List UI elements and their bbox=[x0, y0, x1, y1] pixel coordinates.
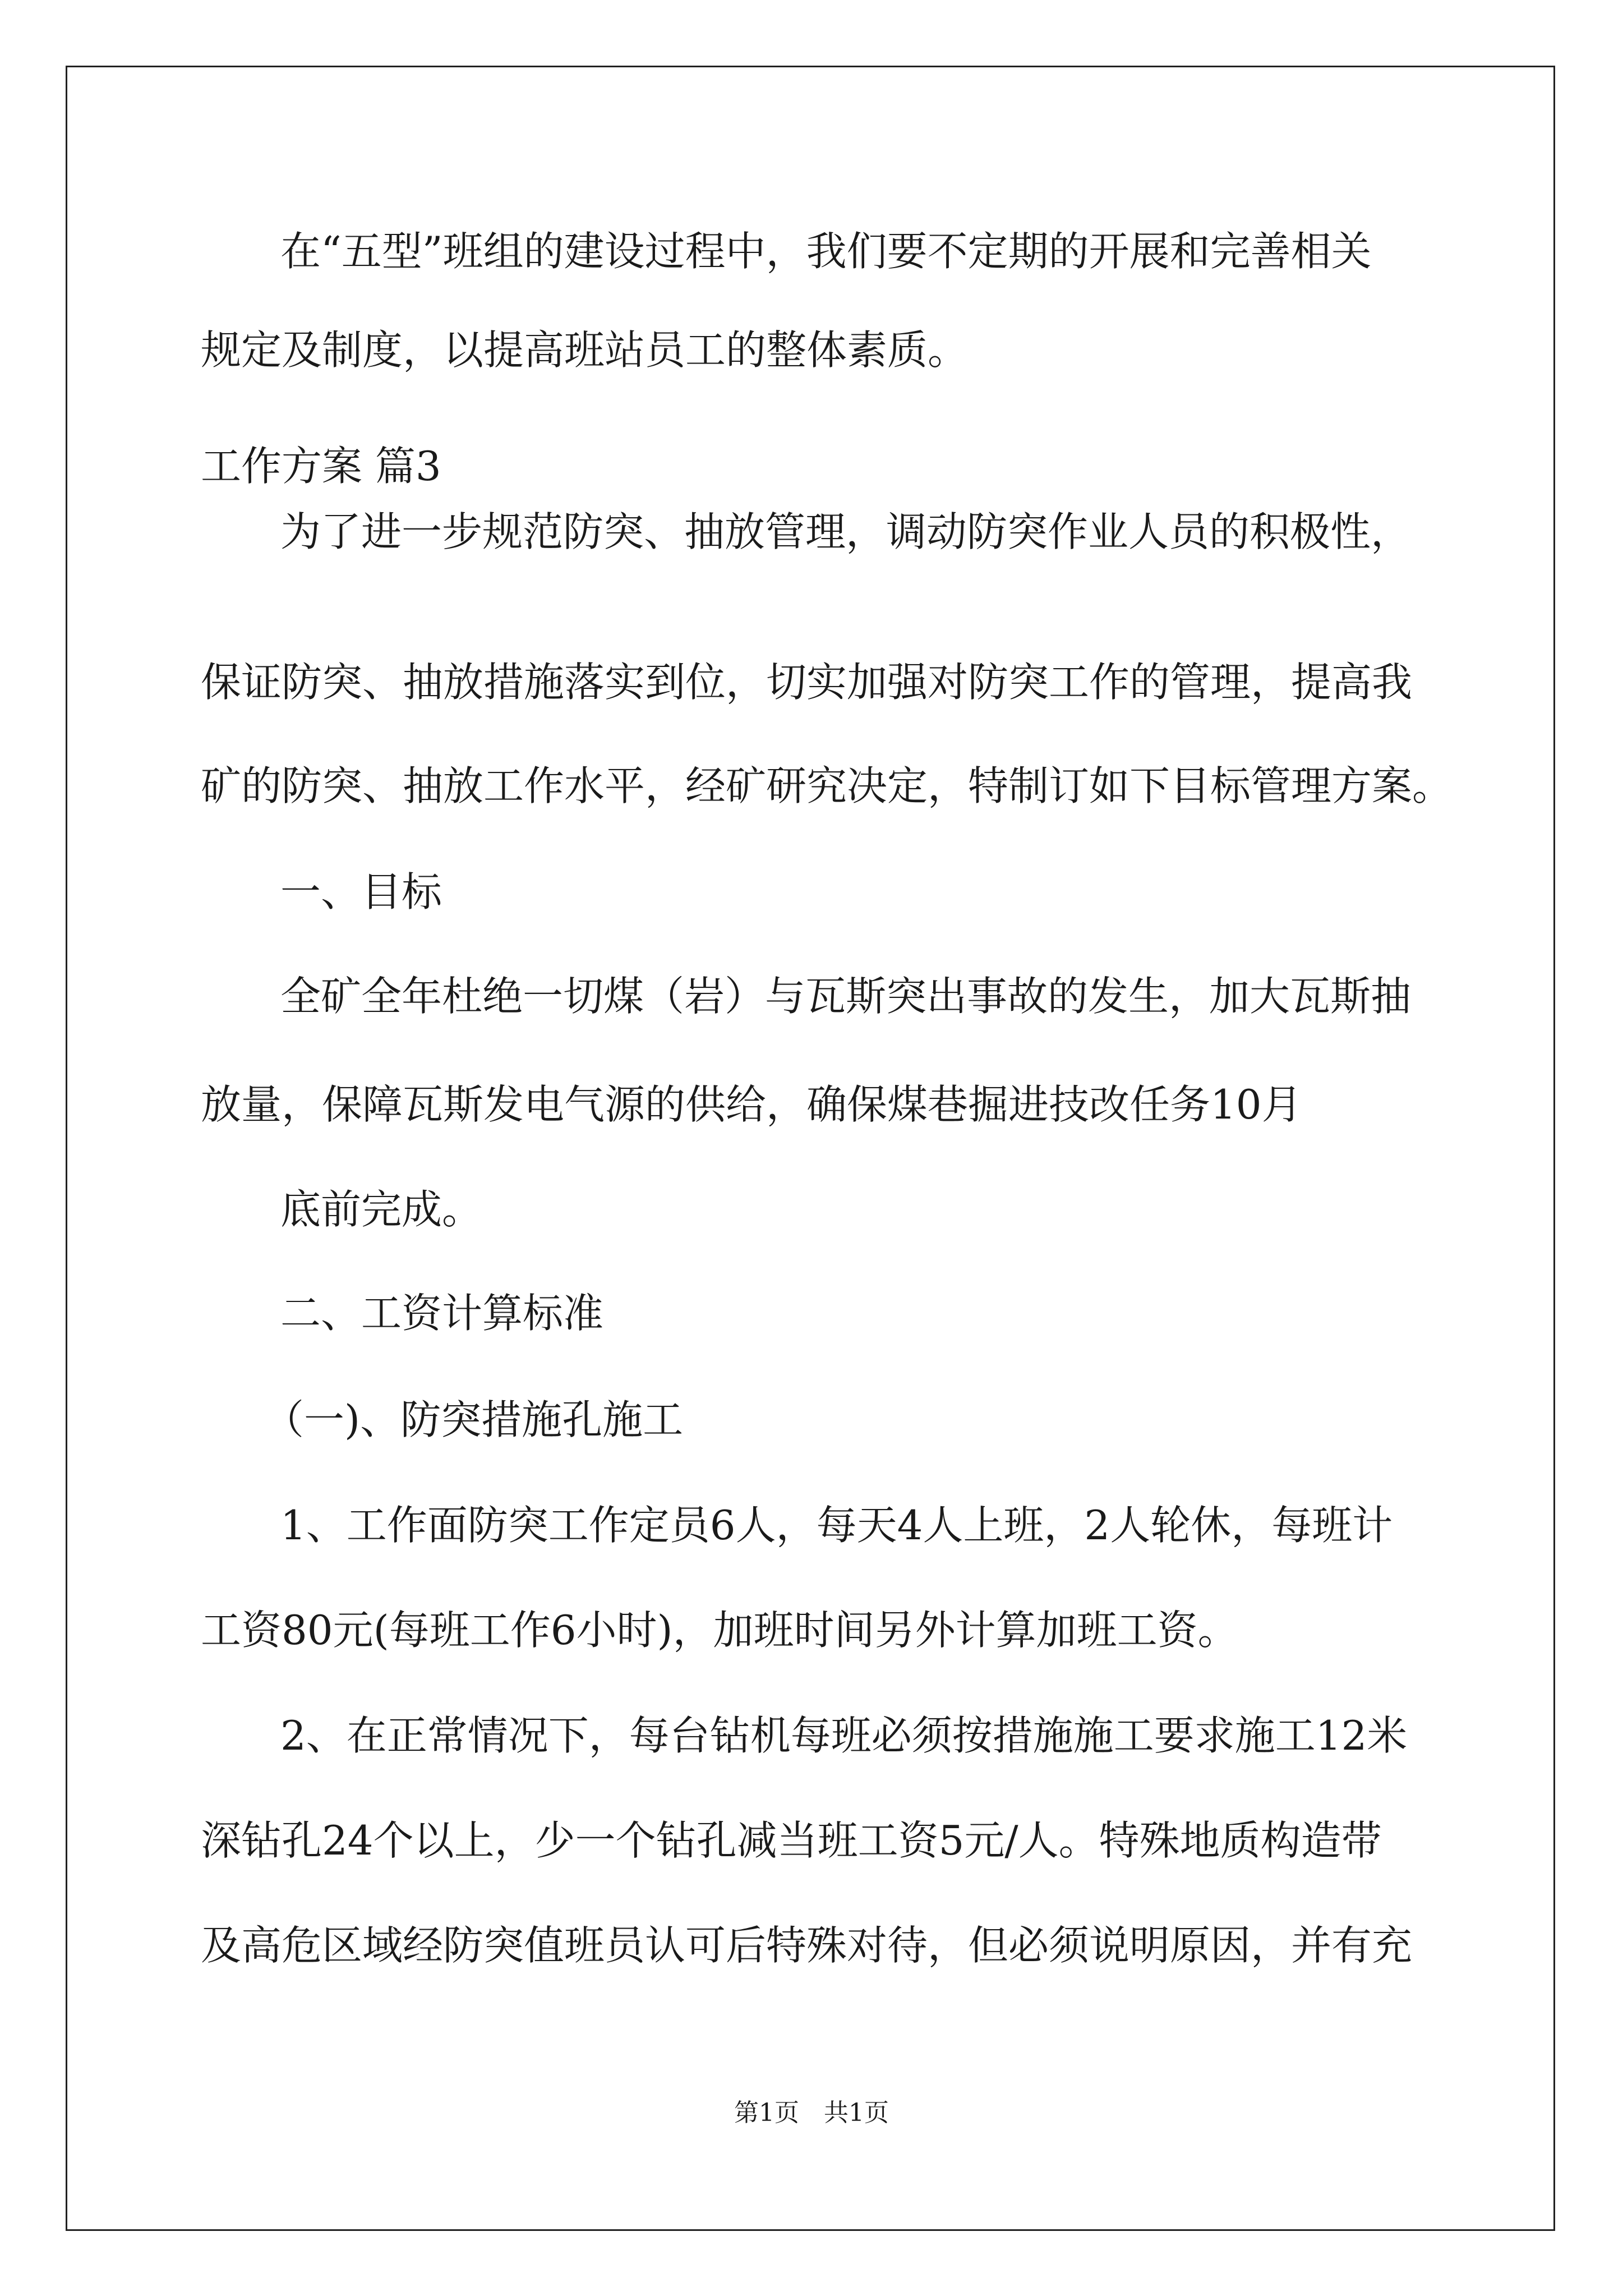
paragraph-line: 规定及制度，以提高班站员工的整体素质。 bbox=[201, 326, 969, 374]
paragraph-line: 及高危区域经防突值班员认可后特殊对待，但必须说明原因，并有充 bbox=[201, 1922, 1413, 1969]
subheading: 一、目标 bbox=[280, 868, 442, 915]
subheading: 二、工资计算标准 bbox=[280, 1290, 604, 1337]
paragraph-line: 2、在正常情况下，每台钻机每班必须按措施施工要求施工12米 bbox=[280, 1712, 1408, 1759]
paragraph-line: 底前完成。 bbox=[280, 1186, 483, 1233]
paragraph-line: 为了进一步规范防突、抽放管理，调动防突作业人员的积极性， bbox=[280, 508, 1412, 555]
page-footer: 第1页 共1页 bbox=[734, 2099, 889, 2127]
section-heading: 工作方案 篇3 bbox=[201, 443, 441, 490]
paragraph-line: 1、工作面防突工作定员6人，每天4人上班，2人轮休，每班计 bbox=[280, 1502, 1393, 1549]
paragraph-line: 在“五型”班组的建设过程中，我们要不定期的开展和完善相关 bbox=[280, 228, 1372, 275]
subheading: （一)、防突措施孔施工 bbox=[264, 1396, 684, 1443]
paragraph-line: 深钻孔24个以上，少一个钻孔减当班工资5元/人。特殊地质构造带 bbox=[201, 1817, 1382, 1864]
paragraph-line: 全矿全年杜绝一切煤（岩）与瓦斯突出事故的发生，加大瓦斯抽 bbox=[280, 973, 1412, 1020]
paragraph-line: 工资80元(每班工作6小时)，加班时间另外计算加班工资。 bbox=[201, 1607, 1238, 1654]
page-border bbox=[66, 66, 1555, 2231]
paragraph-line: 矿的防突、抽放工作水平，经矿研究决定，特制订如下目标管理方案。 bbox=[201, 762, 1453, 809]
paragraph-line: 放量，保障瓦斯发电气源的供给，确保煤巷掘进技改任务10月 bbox=[201, 1081, 1302, 1128]
paragraph-line: 保证防突、抽放措施落实到位，切实加强对防突工作的管理，提高我 bbox=[201, 659, 1413, 706]
